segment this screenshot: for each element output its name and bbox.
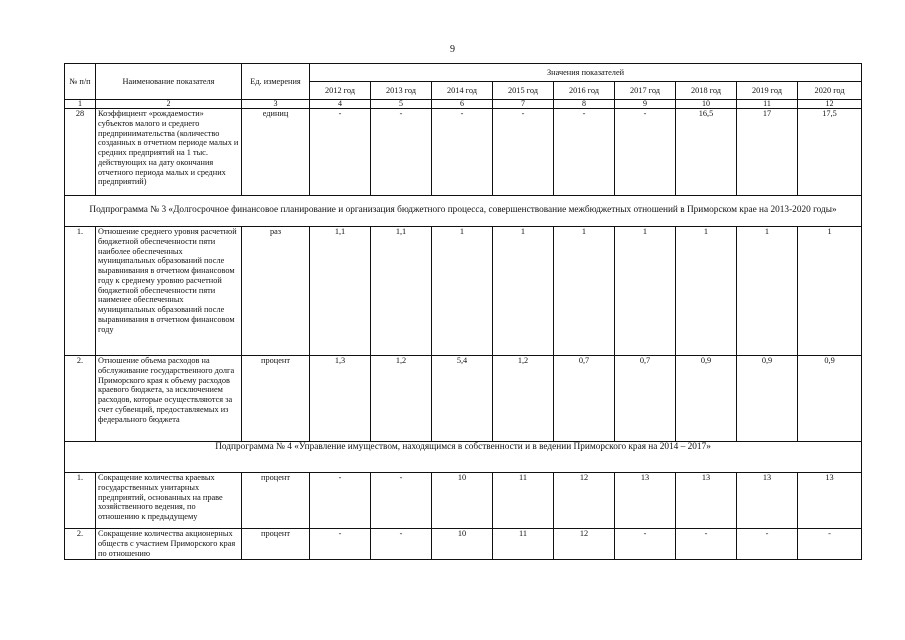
indicator-name: Отношение объема расходов на обслуживание государственного долга Приморского края к объему расходов краевого бюджета, за исключением расходов, которые осуществляются за счет субвенций, предоставляемых из федерального бюджета (96, 356, 242, 442)
header-name: Наименование показателя (96, 64, 242, 100)
indicator-name: Сокращение количества акционерных обществ с участием Приморского края по отношению (96, 529, 242, 560)
value-cell: - (554, 109, 615, 196)
value-cell: - (615, 529, 676, 560)
value-cell: 5,4 (432, 356, 493, 442)
unit-cell: раз (242, 227, 310, 356)
column-number: 2 (96, 100, 242, 109)
unit-cell: процент (242, 529, 310, 560)
column-number: 6 (432, 100, 493, 109)
unit-cell: единиц (242, 109, 310, 196)
value-cell: 1 (798, 227, 862, 356)
value-cell: - (676, 529, 737, 560)
value-cell: - (371, 473, 432, 529)
header-row (65, 64, 862, 82)
value-cell: 11 (493, 529, 554, 560)
unit-cell: процент (242, 356, 310, 442)
value-cell: 16,5 (676, 109, 737, 196)
table-row (65, 109, 862, 196)
indicator-name: Сокращение количества краевых государственных унитарных предприятий, основанных на праве хозяйственного ведения, по отношению к предыдущему (96, 473, 242, 529)
column-number: 4 (310, 100, 371, 109)
table-row (65, 473, 862, 529)
value-cell: 1,3 (310, 356, 371, 442)
column-number: 8 (554, 100, 615, 109)
unit-cell: процент (242, 473, 310, 529)
value-cell: 1,2 (493, 356, 554, 442)
value-cell: 1 (554, 227, 615, 356)
header-year: 2012 год (310, 82, 371, 100)
subprogram-3-title: Подпрограмма № 3 «Долгосрочное финансовое планирование и организация бюджетного процесса, совершенствование межбюджетных отношений в Приморском крае на 2013-2020 годы» (65, 196, 862, 227)
row-number: 2. (65, 529, 96, 560)
value-cell: 1 (615, 227, 676, 356)
value-cell: 0,9 (676, 356, 737, 442)
value-cell: 10 (432, 473, 493, 529)
column-number: 7 (493, 100, 554, 109)
header-unit: Ед. измерения (242, 64, 310, 100)
value-cell: 1 (737, 227, 798, 356)
table-row (65, 356, 862, 442)
column-number: 9 (615, 100, 676, 109)
value-cell: - (493, 109, 554, 196)
value-cell: - (737, 529, 798, 560)
value-cell: 1,1 (310, 227, 371, 356)
value-cell: 17,5 (798, 109, 862, 196)
subprogram-row (65, 442, 862, 473)
header-year: 2014 год (432, 82, 493, 100)
column-number: 3 (242, 100, 310, 109)
indicator-name: Отношение среднего уровня расчетной бюджетной обеспеченности пяти наиболее обеспеченных муниципальных образований после выравнивания в отчетном финансовом году к среднему уровню расчетной бюджетной обеспеченности пяти наименее обеспеченных муниципальных образований после выравнивания в отчетном финансовом году (96, 227, 242, 356)
value-cell: 1,1 (371, 227, 432, 356)
header-year: 2020 год (798, 82, 862, 100)
value-cell: - (371, 109, 432, 196)
value-cell: 13 (615, 473, 676, 529)
column-number: 11 (737, 100, 798, 109)
row-number: 1. (65, 473, 96, 529)
value-cell: - (798, 529, 862, 560)
table-row (65, 227, 862, 356)
column-number: 12 (798, 100, 862, 109)
value-cell: 1,2 (371, 356, 432, 442)
value-cell: - (310, 529, 371, 560)
indicator-name: Коэффициент «рождаемости» субъектов малого и среднего предпринимательства (количество созданных в отчетном периоде малых и средних предприятий на 1 тыс. действующих на дату окончания отчетного периода малых и средних предприятий) (96, 109, 242, 196)
value-cell: - (310, 109, 371, 196)
value-cell: - (615, 109, 676, 196)
value-cell: 12 (554, 529, 615, 560)
value-cell: 0,7 (615, 356, 676, 442)
value-cell: - (432, 109, 493, 196)
value-cell: 13 (737, 473, 798, 529)
column-numbers-row (65, 100, 862, 109)
value-cell: 13 (676, 473, 737, 529)
row-number: 1. (65, 227, 96, 356)
value-cell: 1 (676, 227, 737, 356)
header-year: 2018 год (676, 82, 737, 100)
header-num: № п/п (65, 64, 96, 100)
table-row (65, 529, 862, 560)
column-number: 1 (65, 100, 96, 109)
header-year: 2016 год (554, 82, 615, 100)
value-cell: 12 (554, 473, 615, 529)
value-cell: 17 (737, 109, 798, 196)
value-cell: 0,9 (737, 356, 798, 442)
header-year: 2013 год (371, 82, 432, 100)
value-cell: 0,7 (554, 356, 615, 442)
value-cell: 0,9 (798, 356, 862, 442)
value-cell: 13 (798, 473, 862, 529)
value-cell: - (371, 529, 432, 560)
subprogram-4-title: Подпрограмма № 4 «Управление имуществом, находящимся в собственности и в ведении Приморского края на 2014 – 2017» (65, 442, 862, 473)
header-values-group: Значения показателей (310, 64, 862, 82)
row-number: 2. (65, 356, 96, 442)
indicators-table (64, 63, 862, 560)
value-cell: - (310, 473, 371, 529)
column-number: 10 (676, 100, 737, 109)
header-year: 2019 год (737, 82, 798, 100)
header-year: 2017 год (615, 82, 676, 100)
value-cell: 1 (493, 227, 554, 356)
page-number: 9 (450, 44, 455, 55)
value-cell: 11 (493, 473, 554, 529)
header-year: 2015 год (493, 82, 554, 100)
value-cell: 10 (432, 529, 493, 560)
row-number: 28 (65, 109, 96, 196)
value-cell: 1 (432, 227, 493, 356)
column-number: 5 (371, 100, 432, 109)
subprogram-row (65, 196, 862, 227)
